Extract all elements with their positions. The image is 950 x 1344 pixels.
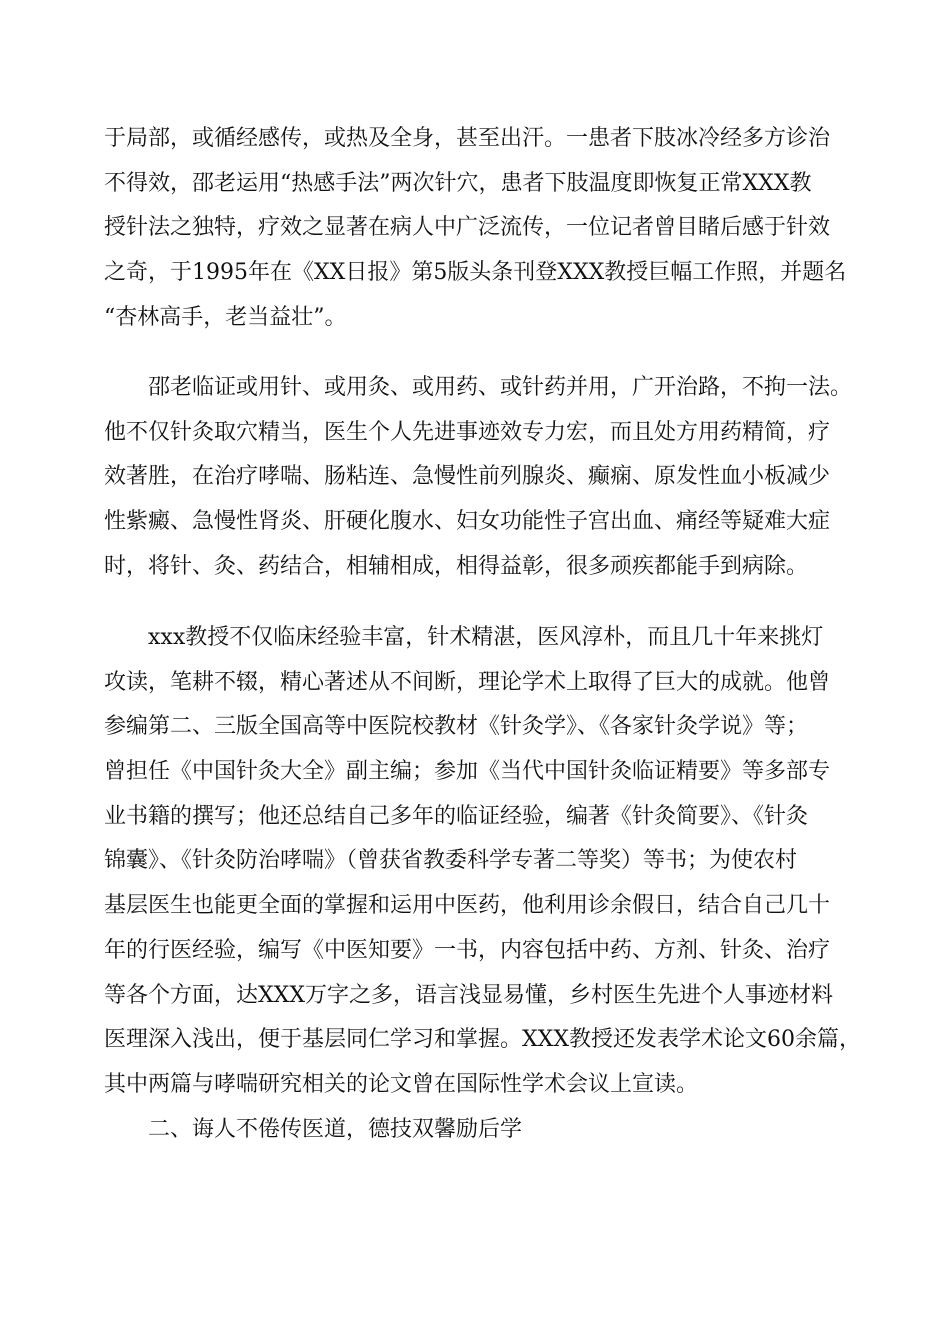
text-line: 基层医生也能更全面的掌握和运用中医药，他利用诊余假日，结合自己几十 — [104, 893, 831, 919]
paragraph-1 — [104, 117, 864, 340]
text-line: 医理深入浅出，便于基层同仁学习和掌握。XXX教授还发表学术论文60余篇， — [104, 1027, 861, 1053]
text-line: 邵老临证或用针、或用灸、或用药、或针药并用，广开治路，不拘一法。 — [148, 375, 853, 400]
text-line: 效著胜，在治疗哮喘、肠粘连、急慢性前列腺炎、癫痫、原发性血小板减少 — [104, 464, 831, 490]
paragraph-3 — [104, 616, 864, 1152]
text-line: 年的行医经验，编写《中医知要》一书，内容包括中药、方剂、针灸、治疗 — [104, 937, 831, 963]
text-line: 于局部，或循经感传，或热及全身，甚至出汗。一患者下肢冰冷经多方诊治 — [104, 126, 831, 151]
text-line: 参编第二、三版全国高等中医院校教材《针灸学》、《各家针灸学说》等； — [104, 714, 809, 740]
text-line: 授针法之独特，疗效之显著在病人中广泛流传，一位记者曾目睹后感于针效 — [104, 215, 831, 241]
text-line: 不得效，邵老运用“热感手法”两次针穴，患者下肢温度即恢复正常XXX教 — [104, 170, 812, 196]
text-line: 曾担任《中国针灸大全》副主编；参加《当代中国针灸临证精要》等多部专 — [104, 759, 831, 785]
text-line: 攻读，笔耕不辍，精心著述从不间断，理论学术上取得了巨大的成就。他曾 — [104, 669, 831, 695]
text-line: 他不仅针灸取穴精当，医生个人先进事迹效专力宏，而且处方用药精简，疗 — [104, 419, 831, 445]
text-line: 等各个方面，达XXX万字之多，语言浅显易懂，乡村医生先进个人事迹材料 — [104, 982, 833, 1008]
paragraph-2 — [104, 366, 864, 589]
section-heading: 二、诲人不倦传医道，德技双馨励后学 — [148, 1116, 523, 1142]
text-line: 锦囊》、《针灸防治哮喘》（曾获省教委科学专著二等奖）等书；为使农村 — [104, 848, 798, 874]
text-line: “杏林高手，老当益壮”。 — [104, 304, 347, 330]
text-line: 其中两篇与哮喘研究相关的论文曾在国际性学术会议上宣读。 — [104, 1071, 699, 1097]
text-line: 之奇，于1995年在《XX日报》第5版头条刊登XXX教授巨幅工作照，并题名 — [104, 260, 847, 286]
text-line: 时，将针、灸、药结合，相辅相成，相得益彰，很多顽疾都能手到病除。 — [104, 553, 809, 579]
text-line: 性紫癜、急慢性肾炎、肝硬化腹水、妇女功能性子宫出血、痛经等疑难大症 — [104, 509, 831, 535]
text-line: 业书籍的撰写；他还总结自己多年的临证经验，编著《针灸简要》、《针灸 — [104, 803, 809, 829]
text-line: xxx教授不仅临床经验丰富，针术精湛，医风淳朴，而且几十年来挑灯 — [148, 625, 824, 650]
